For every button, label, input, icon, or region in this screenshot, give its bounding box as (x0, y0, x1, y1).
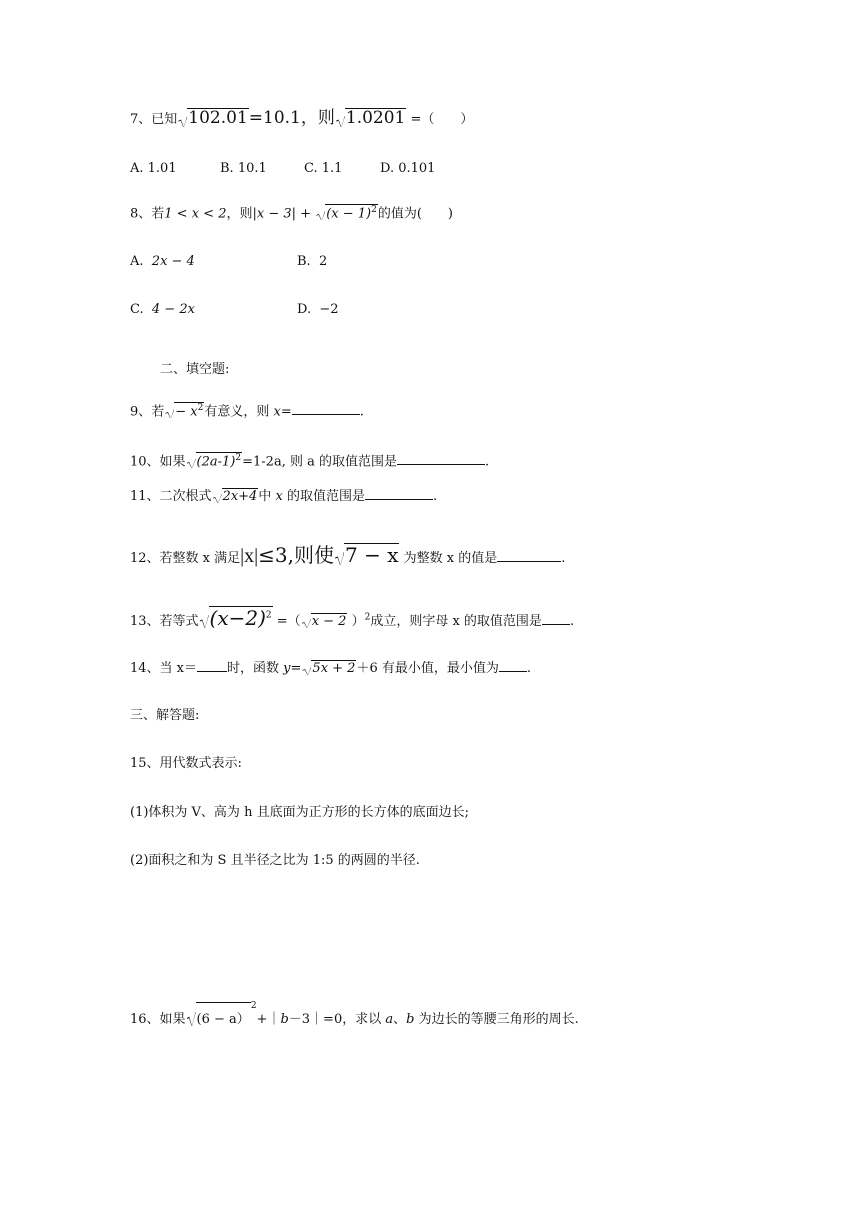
q11-prefix: 11、二次根式 (130, 489, 212, 504)
q7-option-d: D. 0.101 (380, 161, 436, 176)
question-13 (130, 606, 574, 628)
q10-prefix: 10、如果 (130, 454, 186, 470)
q16-a: a (385, 1012, 394, 1027)
q16-sep: 、 (393, 1012, 407, 1027)
q10-suffix: . (484, 454, 490, 470)
q16-radicand: (6 − a） (196, 1012, 250, 1027)
q14-suffix: . (526, 661, 531, 676)
q9-exponent: 2 (197, 403, 204, 413)
q13-equals: =（ (272, 614, 301, 629)
question-15-part-1: (1)体积为 V、高为 h 且底面为正方形的长方体的底面边长; (130, 805, 469, 820)
q16-b: b (280, 1012, 289, 1027)
q7-option-b: B. 10.1 (220, 161, 267, 176)
radical-sign (200, 606, 273, 628)
q12-mid: 为整数 x 的值是 (399, 551, 498, 566)
radical-sign (316, 204, 378, 220)
q8-prefix: 8、若 (130, 206, 165, 222)
q9-mid: 有意义，则 (204, 404, 274, 420)
q8-option-a-value: 2x − 4 (151, 254, 195, 269)
question-16 (130, 1002, 579, 1026)
q10-mid: =1-2a, 则 a 的取值范围是 (242, 454, 397, 470)
q11-text: 的取值范围是 (282, 489, 365, 504)
q8-option-d-label: D. (297, 302, 312, 317)
q7-suffix: =（ ） (406, 112, 474, 127)
q8-condition: 1 < x < 2 (164, 206, 227, 222)
q12-then: 则使 (294, 543, 334, 567)
q12-suffix: . (561, 551, 566, 566)
q14-y: y (283, 661, 291, 676)
q7-option-c: C. 1.1 (304, 161, 343, 176)
q8-option-a-label: A. (130, 254, 144, 269)
radical-sign (335, 543, 399, 565)
section-answer-heading: 三、解答题: (130, 708, 200, 723)
q11-suffix: . (432, 489, 438, 504)
q13-mid: 成立，则字母 x 的取值范围是 (370, 614, 542, 629)
question-10 (130, 452, 489, 468)
q11-variable: x (275, 489, 283, 504)
question-15-part-2: (2)面积之和为 S 且半径之比为 1:5 的两圆的半径. (130, 853, 420, 868)
q8-option-d (297, 302, 339, 317)
q12-abs: |x| (240, 545, 259, 567)
q7-mid: =10.1，则 (248, 108, 335, 128)
q16-mid: +｜ (256, 1012, 281, 1027)
q8-option-c (130, 302, 195, 317)
q7-option-a: A. 1.01 (130, 161, 177, 176)
q14-prefix: 14、当 x＝ (130, 661, 198, 676)
q8-option-d-value: −2 (319, 302, 339, 317)
question-14 (130, 660, 531, 675)
q16-mid2: －3｜=0，求以 (288, 1012, 386, 1027)
q13-exponent-2: 2 (364, 612, 371, 623)
q9-radicand: − x (175, 404, 198, 420)
q8-option-b-value: 2 (318, 254, 328, 269)
radical-sign (302, 660, 356, 675)
q11-mid: 中 (258, 489, 276, 504)
question-11 (130, 488, 437, 503)
q13-suffix: . (569, 614, 575, 629)
question-7 (130, 108, 473, 127)
radical-sign (187, 1002, 251, 1026)
q8-abs-term: |x − 3| + (252, 206, 316, 222)
answer-blank (497, 560, 561, 562)
question-9 (130, 402, 364, 418)
answer-blank (365, 498, 433, 500)
answer-blank (292, 413, 360, 415)
q9-suffix: . (359, 404, 364, 420)
q8-option-c-label: C. (130, 302, 144, 317)
radical-sign (165, 402, 204, 418)
section-fill-in-heading: 二、填空题: (160, 362, 230, 377)
question-15-title: 15、用代数式表示: (130, 756, 242, 771)
q14-radicand: 5x + 2 (312, 661, 356, 676)
radical-sign (187, 452, 243, 468)
q13-radicand: (x−2) (209, 606, 266, 630)
q8-option-b-label: B. (297, 254, 311, 269)
q10-radicand: (2a-1) (196, 454, 236, 470)
q13-radicand-2: x − 2 (311, 614, 347, 629)
q14-text: ＋6 有最小值，最小值为 (356, 661, 499, 676)
q13-prefix: 13、若等式 (130, 614, 199, 629)
q13-close: ） (347, 614, 365, 629)
q12-prefix: 12、若整数 x 满足 (130, 551, 241, 566)
q8-option-a (130, 254, 195, 269)
q16-suffix: 为边长的等腰三角形的周长. (414, 1012, 579, 1027)
q12-le: ≤3, (258, 543, 294, 567)
q14-equals: = (290, 661, 302, 676)
q16-prefix: 16、如果 (130, 1012, 186, 1027)
q8-exponent: 2 (371, 205, 377, 215)
q9-variable: x (273, 404, 281, 420)
q16-b2: b (406, 1012, 415, 1027)
q9-prefix: 9、若 (130, 404, 165, 420)
q8-option-c-value: 4 − 2x (151, 302, 195, 317)
q14-mid: 时，函数 (227, 661, 284, 676)
answer-blank (499, 670, 527, 672)
q8-option-b (297, 254, 327, 269)
q7-radicand-1: 102.01 (188, 108, 248, 128)
q13-exponent: 2 (265, 610, 272, 621)
answer-blank (397, 463, 485, 465)
radical-sign (213, 488, 259, 503)
q16-exponent: 2 (250, 1001, 257, 1011)
radical-sign (336, 108, 406, 127)
q9-equals: = (280, 404, 292, 420)
q11-radicand: 2x+4 (222, 489, 258, 504)
answer-blank (197, 670, 227, 672)
question-8 (130, 204, 453, 220)
q8-suffix: 的值为( ) (377, 206, 453, 222)
q10-exponent: 2 (235, 453, 242, 463)
radical-sign (302, 613, 348, 628)
question-12 (130, 543, 565, 566)
q12-radicand: 7 − x (345, 543, 399, 567)
radical-sign (178, 108, 248, 127)
q8-mid: ，则 (226, 206, 253, 222)
q7-prefix: 7、已知 (130, 112, 178, 127)
answer-blank (542, 623, 570, 625)
q7-radicand-2: 1.0201 (345, 108, 406, 128)
q8-radicand: (x − 1) (326, 206, 372, 222)
